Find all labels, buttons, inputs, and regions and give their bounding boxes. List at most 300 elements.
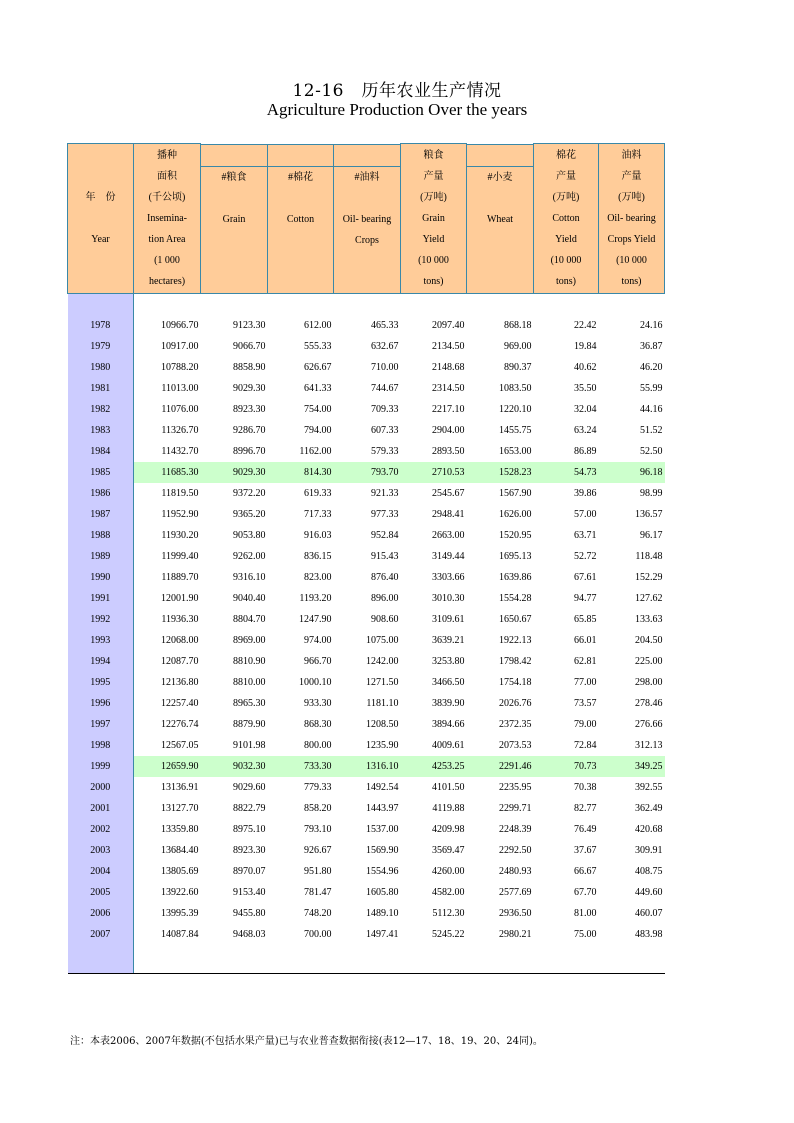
value-cell: 951.80 [304, 865, 332, 877]
header-line: (10 000 [616, 254, 647, 266]
year-cell: 2002 [68, 819, 134, 840]
value-cell: 1554.28 [499, 592, 532, 604]
value-cell: 952.84 [371, 529, 399, 541]
header-line: tons) [621, 275, 642, 287]
value-cell: 9262.00 [233, 550, 266, 562]
page-title-en: Agriculture Production Over the years [266, 100, 528, 119]
table-row [68, 756, 665, 777]
table-row [68, 609, 665, 630]
value-cell: 1798.42 [499, 655, 532, 667]
year-cell: 1987 [68, 504, 134, 525]
value-cell: 8975.10 [233, 823, 266, 835]
table-row [68, 315, 665, 336]
value-cell: 278.46 [635, 697, 663, 709]
value-cell: 1569.90 [366, 844, 399, 856]
value-cell: 9029.30 [201, 462, 268, 483]
value-cell: 1492.54 [366, 781, 399, 793]
value-cell: 4009.61 [432, 739, 465, 751]
value-cell: 1537.00 [366, 823, 399, 835]
year-cell: 1979 [68, 336, 134, 357]
table-row [68, 525, 665, 546]
header-line: (10 000 [418, 254, 449, 266]
value-cell: 12567.05 [161, 739, 199, 751]
value-cell: 204.50 [635, 634, 663, 646]
header-line: Grain [222, 213, 246, 225]
value-cell: 619.33 [304, 487, 332, 499]
value-cell: 876.40 [371, 571, 399, 583]
value-cell: 51.52 [640, 424, 663, 436]
value-cell: 8804.70 [233, 613, 266, 625]
value-cell: 11685.30 [134, 462, 201, 483]
value-cell: 9468.03 [233, 928, 266, 940]
value-cell: 54.73 [534, 462, 599, 483]
value-cell: 641.33 [304, 382, 332, 394]
value-cell: 483.98 [635, 928, 663, 940]
year-cell: 2007 [68, 924, 134, 945]
year-cell: 1993 [68, 630, 134, 651]
value-cell: 62.81 [574, 655, 597, 667]
value-cell: 9040.40 [233, 592, 266, 604]
header-line: 产量 [556, 170, 576, 182]
value-cell: 2936.50 [499, 907, 532, 919]
value-cell: 8969.00 [233, 634, 266, 646]
value-cell: 744.67 [371, 382, 399, 394]
value-cell: 13127.70 [161, 802, 199, 814]
value-cell: 1181.10 [366, 697, 399, 709]
value-cell: 717.33 [304, 508, 332, 520]
table-row [68, 903, 665, 924]
value-cell: 916.03 [304, 529, 332, 541]
value-cell: 312.13 [635, 739, 663, 751]
header-line: tons) [423, 275, 444, 287]
header-line: Crops [355, 234, 379, 246]
value-cell: 8810.90 [233, 655, 266, 667]
value-cell: 1605.80 [366, 886, 399, 898]
value-cell [599, 293, 665, 315]
value-cell: 12136.80 [161, 676, 199, 688]
year-cell: 1991 [68, 588, 134, 609]
value-cell: 133.63 [635, 613, 663, 625]
value-cell: 733.30 [268, 756, 334, 777]
value-cell: 460.07 [635, 907, 663, 919]
value-cell: 298.00 [635, 676, 663, 688]
value-cell [334, 945, 401, 974]
value-cell: 1220.10 [499, 403, 532, 415]
value-cell: 13922.60 [161, 886, 199, 898]
value-cell: 1653.00 [499, 445, 532, 457]
header-line: 年 份 [85, 191, 116, 203]
year-cell: 1984 [68, 441, 134, 462]
header-line: 面积 [157, 170, 177, 182]
value-cell: 75.00 [574, 928, 597, 940]
agriculture-table [67, 143, 665, 974]
value-cell: 966.70 [304, 655, 332, 667]
value-cell: 793.10 [304, 823, 332, 835]
value-cell: 8923.30 [233, 403, 266, 415]
year-cell: 1994 [68, 651, 134, 672]
value-cell: 836.15 [304, 550, 332, 562]
table-row [68, 861, 665, 882]
header-sown-group-lines [134, 144, 201, 294]
value-cell: 10917.00 [161, 340, 199, 352]
value-cell: 1922.13 [499, 634, 532, 646]
value-cell: 4119.88 [432, 802, 465, 814]
value-cell: 70.73 [534, 756, 599, 777]
value-cell: 781.47 [304, 886, 332, 898]
table-row [68, 546, 665, 567]
value-cell: 2710.53 [401, 462, 467, 483]
value-cell: 52.72 [574, 550, 597, 562]
value-cell: 136.57 [635, 508, 663, 520]
value-cell: 779.33 [304, 781, 332, 793]
table-row [68, 882, 665, 903]
value-cell: 9316.10 [233, 571, 266, 583]
value-cell: 36.87 [640, 340, 663, 352]
value-cell: 2291.46 [467, 756, 534, 777]
value-cell: 65.85 [574, 613, 597, 625]
value-cell: 2217.10 [432, 403, 465, 415]
value-cell: 1242.00 [366, 655, 399, 667]
value-cell: 94.77 [574, 592, 597, 604]
value-cell: 11930.20 [161, 529, 199, 541]
value-cell: 13995.39 [161, 907, 199, 919]
value-cell: 96.18 [599, 462, 665, 483]
year-cell: 2000 [68, 777, 134, 798]
value-cell: 10788.20 [161, 361, 199, 373]
value-cell: 35.50 [574, 382, 597, 394]
value-cell: 73.57 [574, 697, 597, 709]
value-cell: 2292.50 [499, 844, 532, 856]
value-cell: 3894.66 [432, 718, 465, 730]
table-row [68, 399, 665, 420]
value-cell: 858.20 [304, 802, 332, 814]
header-line: (万吨) [618, 191, 645, 203]
value-cell: 3639.21 [432, 634, 465, 646]
value-cell: 2372.35 [499, 718, 532, 730]
value-cell: 8996.70 [233, 445, 266, 457]
value-cell: 9029.60 [233, 781, 266, 793]
value-cell: 2248.39 [499, 823, 532, 835]
value-cell: 392.55 [635, 781, 663, 793]
value-cell: 5245.22 [432, 928, 465, 940]
value-cell: 921.33 [371, 487, 399, 499]
table-row [68, 378, 665, 399]
value-cell: 225.00 [635, 655, 663, 667]
value-cell: 8879.90 [233, 718, 266, 730]
value-cell: 37.67 [574, 844, 597, 856]
year-cell: 2005 [68, 882, 134, 903]
value-cell: 3109.61 [432, 613, 465, 625]
value-cell: 66.01 [574, 634, 597, 646]
value-cell: 933.30 [304, 697, 332, 709]
value-cell: 700.00 [304, 928, 332, 940]
year-cell: 1998 [68, 735, 134, 756]
year-cell: 1989 [68, 546, 134, 567]
value-cell: 1650.67 [499, 613, 532, 625]
year-cell: 1997 [68, 714, 134, 735]
value-cell [268, 945, 334, 974]
table-header [68, 144, 665, 294]
value-cell: 465.33 [371, 319, 399, 331]
value-cell: 8923.30 [233, 844, 266, 856]
value-cell: 794.00 [304, 424, 332, 436]
value-cell: 1193.20 [299, 592, 332, 604]
value-cell: 52.50 [640, 445, 663, 457]
value-cell: 2235.95 [499, 781, 532, 793]
year-cell [68, 293, 134, 315]
value-cell: 4253.25 [401, 756, 467, 777]
value-cell: 9123.30 [233, 319, 266, 331]
header-line: Yield [422, 233, 445, 245]
value-cell: 82.77 [574, 802, 597, 814]
value-cell: 9455.80 [233, 907, 266, 919]
year-cell: 1999 [68, 756, 134, 777]
table-row [68, 924, 665, 945]
value-cell: 70.38 [574, 781, 597, 793]
value-cell: 1520.95 [499, 529, 532, 541]
year-cell: 1980 [68, 357, 134, 378]
value-cell: 1567.90 [499, 487, 532, 499]
value-cell [534, 293, 599, 315]
value-cell [268, 293, 334, 315]
value-cell: 362.49 [635, 802, 663, 814]
value-cell: 3466.50 [432, 676, 465, 688]
value-cell: 79.00 [574, 718, 597, 730]
value-cell: 793.70 [334, 462, 401, 483]
value-cell: 710.00 [371, 361, 399, 373]
value-cell [134, 945, 201, 974]
value-cell: 2904.00 [432, 424, 465, 436]
header-grain-yield [401, 144, 467, 294]
value-cell: 2480.93 [499, 865, 532, 877]
table-row [68, 840, 665, 861]
value-cell: 2134.50 [432, 340, 465, 352]
value-cell: 55.99 [640, 382, 663, 394]
header-line: Year [91, 233, 110, 245]
header-cotton-yield [534, 144, 599, 294]
value-cell: 1316.10 [334, 756, 401, 777]
value-cell: 96.17 [640, 529, 663, 541]
table-row [68, 819, 665, 840]
value-cell: 63.71 [574, 529, 597, 541]
value-cell: 814.30 [268, 462, 334, 483]
value-cell: 2314.50 [432, 382, 465, 394]
value-cell: 1443.97 [366, 802, 399, 814]
value-cell: 449.60 [635, 886, 663, 898]
header-line: Cotton [286, 213, 315, 225]
value-cell: 612.00 [304, 319, 332, 331]
value-cell: 13805.69 [161, 865, 199, 877]
value-cell: 81.00 [574, 907, 597, 919]
year-cell: 1992 [68, 609, 134, 630]
header-line: 产量 [621, 170, 642, 182]
value-cell: 349.25 [599, 756, 665, 777]
value-cell: 13136.91 [161, 781, 199, 793]
value-cell: 709.33 [371, 403, 399, 415]
table-row [68, 441, 665, 462]
value-cell [467, 293, 534, 315]
value-cell: 11889.70 [161, 571, 199, 583]
table-row [68, 336, 665, 357]
header-line: (10 000 [550, 254, 582, 266]
header-oil-yield [599, 144, 665, 294]
value-cell: 1247.90 [299, 613, 332, 625]
value-cell [134, 293, 201, 315]
value-cell: 9029.30 [233, 382, 266, 394]
value-cell: 66.67 [574, 865, 597, 877]
value-cell: 908.60 [371, 613, 399, 625]
value-cell: 1754.18 [499, 676, 532, 688]
table-row [68, 357, 665, 378]
page-title-cn: 12-16 历年农业生产情况 [292, 81, 502, 101]
value-cell: 1162.00 [299, 445, 332, 457]
header-line: #油料 [354, 171, 380, 183]
year-cell: 1982 [68, 399, 134, 420]
header-line: (1 000 [154, 254, 180, 266]
value-cell: 1497.41 [366, 928, 399, 940]
value-cell: 748.20 [304, 907, 332, 919]
value-cell: 977.33 [371, 508, 399, 520]
header-wheat [467, 144, 534, 294]
value-cell: 11952.90 [161, 508, 199, 520]
table-row [68, 504, 665, 525]
header-line: #棉花 [288, 171, 313, 183]
value-cell: 76.49 [574, 823, 597, 835]
table-row [68, 567, 665, 588]
value-cell: 12659.90 [134, 756, 201, 777]
year-cell: 2001 [68, 798, 134, 819]
table-row [68, 714, 665, 735]
table-row [68, 672, 665, 693]
value-cell: 86.89 [574, 445, 597, 457]
value-cell: 11076.00 [161, 403, 199, 415]
value-cell: 46.20 [640, 361, 663, 373]
value-cell: 1083.50 [499, 382, 532, 394]
value-cell: 800.00 [304, 739, 332, 751]
value-cell: 2073.53 [499, 739, 532, 751]
value-cell: 1554.96 [366, 865, 399, 877]
value-cell: 1639.86 [499, 571, 532, 583]
header-line: hectares) [148, 275, 186, 287]
table-row [68, 630, 665, 651]
header-line: Yield [555, 233, 577, 245]
value-cell: 3569.47 [432, 844, 465, 856]
value-cell [401, 945, 467, 974]
header-line: tion Area [148, 233, 186, 245]
value-cell: 1489.10 [366, 907, 399, 919]
year-cell: 2004 [68, 861, 134, 882]
value-cell: 39.86 [574, 487, 597, 499]
value-cell: 868.18 [504, 319, 532, 331]
value-cell: 3839.90 [432, 697, 465, 709]
value-cell: 11936.30 [161, 613, 199, 625]
value-cell: 19.84 [574, 340, 597, 352]
value-cell: 12087.70 [161, 655, 199, 667]
value-cell: 8970.07 [233, 865, 266, 877]
value-cell: 67.61 [574, 571, 597, 583]
header-line: Cotton [552, 212, 580, 224]
value-cell: 632.67 [371, 340, 399, 352]
header-sown-grain [201, 144, 268, 294]
value-cell: 969.00 [504, 340, 532, 352]
table-row [68, 588, 665, 609]
value-cell: 1455.75 [499, 424, 532, 436]
value-cell: 408.75 [635, 865, 663, 877]
value-cell [534, 945, 599, 974]
value-cell: 890.37 [504, 361, 532, 373]
value-cell: 2663.00 [432, 529, 465, 541]
value-cell: 823.00 [304, 571, 332, 583]
value-cell: 9032.30 [201, 756, 268, 777]
value-cell: 9053.80 [233, 529, 266, 541]
header-line: 油料 [621, 149, 642, 161]
spacer-row [68, 293, 665, 315]
value-cell: 2545.67 [432, 487, 465, 499]
value-cell: 127.62 [635, 592, 663, 604]
value-cell: 9153.40 [233, 886, 266, 898]
value-cell: 3303.66 [432, 571, 465, 583]
table-row [68, 651, 665, 672]
value-cell: 5112.30 [432, 907, 465, 919]
value-cell: 13684.40 [161, 844, 199, 856]
value-cell: 1235.90 [366, 739, 399, 751]
value-cell: 32.04 [574, 403, 597, 415]
value-cell: 1626.00 [499, 508, 532, 520]
year-cell: 1990 [68, 567, 134, 588]
tail-row [68, 945, 665, 974]
value-cell: 974.00 [304, 634, 332, 646]
header-line: 粮食 [423, 149, 444, 161]
value-cell: 2097.40 [432, 319, 465, 331]
header-sown-cotton [268, 144, 334, 294]
value-cell: 57.00 [574, 508, 597, 520]
value-cell [401, 293, 467, 315]
value-cell: 9066.70 [233, 340, 266, 352]
value-cell: 2980.21 [499, 928, 532, 940]
header-line: (万吨) [552, 191, 580, 203]
table-row [68, 798, 665, 819]
value-cell: 896.00 [371, 592, 399, 604]
value-cell: 44.16 [640, 403, 663, 415]
value-cell: 626.67 [304, 361, 332, 373]
header-line: Wheat [486, 213, 514, 225]
year-cell: 2006 [68, 903, 134, 924]
value-cell: 11326.70 [161, 424, 199, 436]
value-cell: 1528.23 [467, 462, 534, 483]
value-cell: 77.00 [574, 676, 597, 688]
value-cell: 12257.40 [161, 697, 199, 709]
value-cell: 1208.50 [366, 718, 399, 730]
header-year [68, 144, 134, 294]
value-cell: 2893.50 [432, 445, 465, 457]
value-cell: 13359.80 [161, 823, 199, 835]
value-cell: 420.68 [635, 823, 663, 835]
header-line: (千公顷) [148, 191, 186, 203]
header-line: Oil- bearing [342, 213, 392, 225]
year-cell: 1978 [68, 315, 134, 336]
value-cell: 11999.40 [161, 550, 199, 562]
value-cell: 926.67 [304, 844, 332, 856]
header-line: Insemina- [147, 212, 187, 224]
value-cell: 8965.30 [233, 697, 266, 709]
value-cell: 868.30 [304, 718, 332, 730]
value-cell: 8858.90 [233, 361, 266, 373]
value-cell [334, 293, 401, 315]
value-cell: 63.24 [574, 424, 597, 436]
footnote: 注：本表2006、2007年数据(不包括水果产量)已与农业普查数据衔接(表12—17、18、19、20、24同)。 [70, 1036, 543, 1047]
table-row [68, 483, 665, 504]
value-cell: 1000.10 [299, 676, 332, 688]
